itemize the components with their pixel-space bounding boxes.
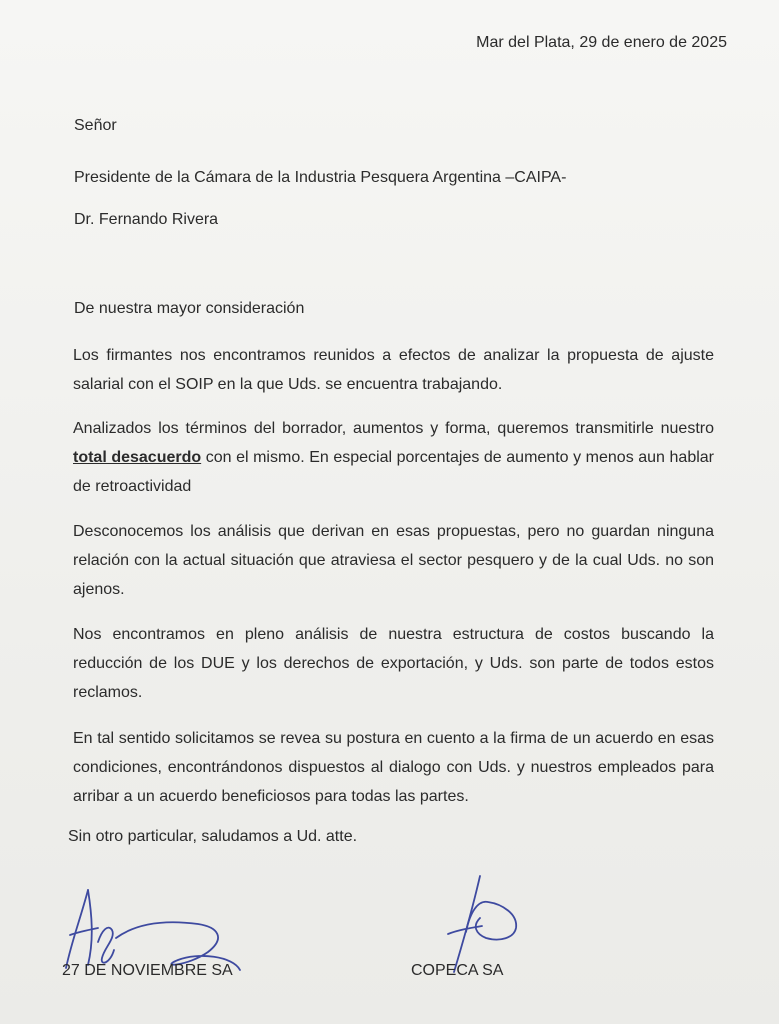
letter-date: Mar del Plata, 29 de enero de 2025	[476, 34, 727, 51]
salutation: Señor	[74, 117, 117, 134]
paragraph-3: Desconocemos los análisis que derivan en esas propuestas, pero no guardan ninguna relación con la actual situación que atraviesa el sector pesquero y de la cual Uds. no son ajenos.	[73, 523, 714, 598]
paragraph-4: Nos encontramos en pleno análisis de nuestra estructura de costos buscando la reducción de los DUE y los derechos de exportación, y Uds. son parte de todos estos reclamos.	[73, 626, 714, 701]
paragraph-2-start: Analizados los términos del borrador, aumentos y forma, queremos transmitirle nuestro	[73, 420, 714, 437]
recipient-name: Dr. Fernando Rivera	[74, 211, 219, 228]
signature-2-company: COPECA SA	[411, 962, 504, 979]
paragraph-5: En tal sentido solicitamos se revea su postura en cuento a la firma de un acuerdo en esas condiciones, encontrándonos dispuestos al dialogo con Uds. y nuestros empleados para arribar a un acuerdo beneficiosos para todas las partes.	[73, 730, 714, 805]
greeting: De nuestra mayor consideración	[74, 300, 305, 317]
paragraph-1: Los firmantes nos encontramos reunidos a efectos de analizar la propuesta de ajuste salarial con el SOIP en la que Uds. se encuentra trabajando.	[73, 347, 714, 393]
signature-1-company: 27 DE NOVIEMBRE SA	[62, 962, 233, 979]
closing-line: Sin otro particular, saludamos a Ud. atte.	[68, 828, 358, 845]
paragraph-2-end: con el mismo. En especial porcentajes de aumento y menos aun hablar de retroactividad	[73, 449, 714, 495]
emphasis-total-desacuerdo: total desacuerdo	[73, 449, 202, 466]
recipient-title: Presidente de la Cámara de la Industria Pesquera Argentina –CAIPA-	[74, 169, 567, 186]
paragraph-2	[73, 414, 714, 501]
